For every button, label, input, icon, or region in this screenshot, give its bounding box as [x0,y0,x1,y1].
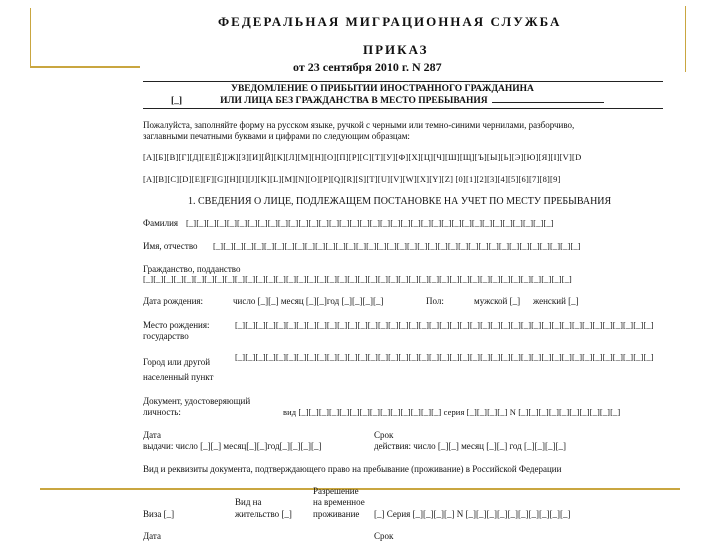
notice-blank-line [492,102,604,103]
birth-place-label: Место рождения: [143,320,210,330]
sex-female[interactable]: женский [_] [533,296,579,306]
id-document-value[interactable]: вид [_][_][_][_][_][_][_][_][_][_][_][_][_][_] серия [_][_][_][_] N [_][_][_][_][_][_][_][_][_][_] [283,407,621,417]
id-document-label: Документ, удостоверяющий [143,396,251,406]
surname-label: Фамилия [143,218,179,228]
bottom-date-label: Дата [143,531,161,541]
instructions-line1: Пожалуйста, заполняйте форму на русском языке, ручкой с черными или темно-синими чернилами, разборчиво, [143,120,575,130]
stay-document-header: Вид и реквизиты документа, подтверждающего право на пребывание (проживание) в Российской Федерации [143,464,562,474]
validity-value[interactable]: действия: число [_][_] месяц [_][_] год [_][_][_][_] [374,441,566,451]
sample-latin-letters: [A][B][C][D][E][F][G][H][I][J][K][L][M][N][O][P][Q][R][S][T][U][V][W][X][Y][Z] [0][1][2][3][4][5][6][7][8][9] [143,174,561,184]
issue-date-value[interactable]: выдачи: число [_][_] месяц[_][_]год[_][_][_][_] [143,441,322,451]
city-cells[interactable]: [_][_][_][_][_][_][_][_][_][_][_][_][_][_][_][_][_][_][_][_][_][_][_][_][_][_][_][_][_][_][_][_][_][_][_][_][_][_][_][_][_] [235,352,654,362]
order-date: от 23 сентября 2010 г. N 287 [293,60,442,74]
name-cells[interactable]: [_][_][_][_][_][_][_][_][_][_][_][_][_][_][_][_][_][_][_][_][_][_][_][_][_][_][_][_][_][_][_][_][_][_][_][_] [213,241,581,251]
sex-label: Пол: [426,296,444,306]
agency-title: ФЕДЕРАЛЬНАЯ МИГРАЦИОННАЯ СЛУЖБА [218,14,562,29]
residence-checkbox[interactable]: жительство [_] [235,509,292,519]
surname-cells[interactable]: [_][_][_][_][_][_][_][_][_][_][_][_][_][_][_][_][_][_][_][_][_][_][_][_][_][_][_][_][_][_][_][_][_][_][_][_] [186,218,554,228]
validity-label: Срок [374,430,394,440]
citizenship-cells[interactable]: [_][_][_][_][_][_][_][_][_][_][_][_][_][_][_][_][_][_][_][_][_][_][_][_][_][_][_][_][_][_][_][_][_][_][_][_][_][_][_][_][_][_] [143,274,572,284]
permit-value[interactable]: [_] Серия [_][_][_][_] N [_][_][_][_][_][_][_][_][_][_] [374,509,571,519]
citizenship-label: Гражданство, подданство [143,264,241,274]
permit-header-1: Разрешение [313,486,359,496]
notice-rule [143,108,663,109]
order-title: ПРИКАЗ [363,42,429,57]
birth-place-country-label: государство [143,331,189,341]
name-label: Имя, отчество [143,241,198,251]
residence-header: Вид на [235,497,262,507]
section-1-title: 1. СВЕДЕНИЯ О ЛИЦЕ, ПОДЛЕЖАЩЕМ ПОСТАНОВКЕ НА УЧЕТ ПО МЕСТУ ПРЕБЫВАНИЯ [188,196,612,207]
slide-frame-left [30,8,31,66]
sex-male[interactable]: мужской [_] [474,296,521,306]
city-label: Город или другой [143,357,211,367]
permit-label: проживание [313,509,360,519]
notice-title-line1: УВЕДОМЛЕНИЕ О ПРИБЫТИИ ИНОСТРАННОГО ГРАЖДАНИНА [231,84,534,94]
birth-place-cells[interactable]: [_][_][_][_][_][_][_][_][_][_][_][_][_][_][_][_][_][_][_][_][_][_][_][_][_][_][_][_][_][_][_][_][_][_][_][_][_][_][_][_][_] [235,320,654,330]
slide-frame-top-line [30,66,140,68]
id-document-label-2: личность: [143,407,181,417]
scanned-document [143,0,663,540]
notice-checkbox[interactable]: [_] [171,96,183,106]
birth-date-value[interactable]: число [_][_] месяц [_][_]год [_][_][_][_] [233,296,384,306]
notice-title-line2: [_] ИЛИ ЛИЦА БЕЗ ГРАЖДАНСТВА В МЕСТО ПРЕБЫВАНИЯ [171,96,604,106]
top-rule [143,81,663,82]
visa-checkbox[interactable]: Виза [_] [143,509,175,519]
issue-date-label: Дата [143,430,161,440]
instructions-line2: заглавными печатными буквами и цифрами по следующим образцам: [143,131,410,141]
settlement-label: населенный пункт [143,372,214,382]
permit-header-2: на временное [313,497,365,507]
slide-frame-right [685,6,686,72]
sample-cyrillic-letters: [А][Б][В][Г][Д][Е][Ё][Ж][З][И][Й][К][Л][М][Н][О][П][Р][С][Т][У][Ф][Х][Ц][Ч][Ш][Щ][Ъ][Ы][Ь][Э][Ю][Я][I][V][D [143,152,582,162]
birth-date-label: Дата рождения: [143,296,204,306]
bottom-term-label: Срок [374,531,394,541]
